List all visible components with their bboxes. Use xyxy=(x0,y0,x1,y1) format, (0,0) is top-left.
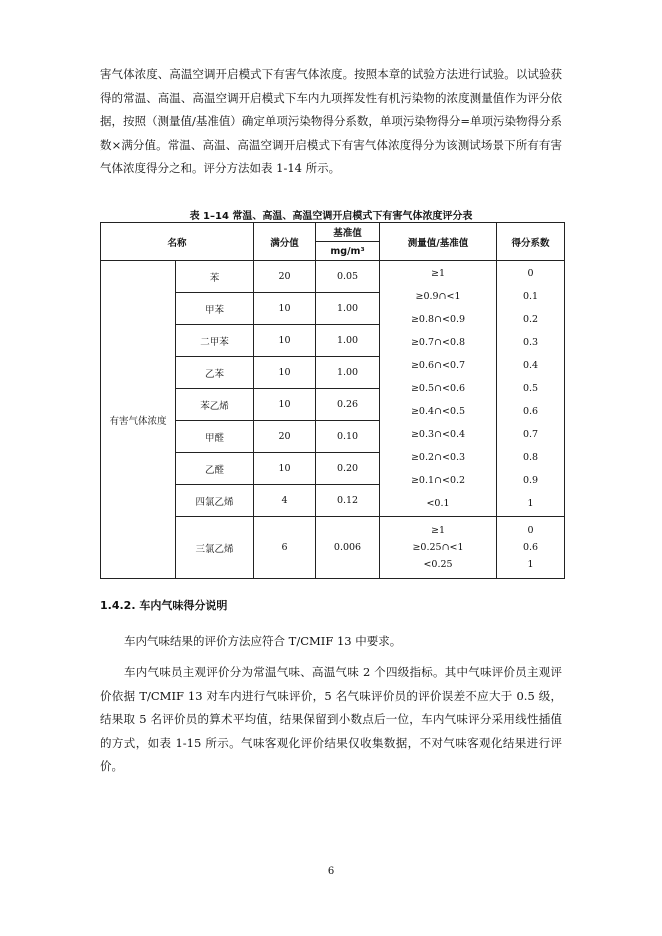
full-score: 10 xyxy=(254,293,316,325)
coefficient-item: 0.5 xyxy=(522,383,539,394)
coefficient-item: 0.2 xyxy=(522,314,539,325)
coefficient-item: 1 xyxy=(527,559,534,570)
ratio-item: ≥0.2∩<0.3 xyxy=(410,452,466,463)
coefficient-list-tce xyxy=(497,517,565,579)
ratio-item: ≥0.4∩<0.5 xyxy=(410,406,466,417)
coefficient-item: 0.6 xyxy=(522,542,539,553)
header-baseline: 基准值 xyxy=(316,223,380,242)
coefficient-item: 0.1 xyxy=(522,291,539,302)
baseline-value: 0.10 xyxy=(316,421,380,453)
baseline-value: 0.006 xyxy=(316,517,380,579)
coefficient-item: 0.6 xyxy=(522,406,539,417)
full-score: 10 xyxy=(254,325,316,357)
header-coefficient: 得分系数 xyxy=(497,223,565,261)
ratio-item: ≥0.3∩<0.4 xyxy=(410,429,466,440)
coefficient-item: 0.7 xyxy=(522,429,539,440)
ratio-item: ≥0.7∩<0.8 xyxy=(410,337,466,348)
header-baseline-unit: mg/m³ xyxy=(316,242,380,261)
odor-method-paragraph: 车内气味员主观评价分为常温气味、高温气味 2 个四级指标。其中气味评价员主观评价依据 T/CMIF 13 对车内进行气味评价，5 名气味评价员的评价误差不应大于 0.5 级，结果取 5 名评价员的算术平均值，结果保留到小数点后一位，车内气味评分采用线性插值的方式，如表 1-15 所示。气味客观化评价结果仅收集数据，不对气味客观化结果进行评价。 xyxy=(100,665,562,773)
full-score: 20 xyxy=(254,421,316,453)
odor-reference-paragraph: 车内气味结果的评价方法应符合 T/CMIF 13 中要求。 xyxy=(124,634,402,648)
full-score: 10 xyxy=(254,357,316,389)
pollutant-name: 三氯乙烯 xyxy=(176,517,254,579)
pollutant-name: 苯 xyxy=(176,261,254,293)
ratio-item: ≥0.8∩<0.9 xyxy=(410,314,466,325)
section-heading: 1.4.2. 车内气味得分说明 xyxy=(100,599,228,612)
ratio-item: ≥1 xyxy=(431,268,446,279)
ratio-item: ≥0.9∩<1 xyxy=(415,291,461,302)
baseline-value: 1.00 xyxy=(316,357,380,389)
ratio-list-tce xyxy=(380,517,497,579)
coefficient-item: 0 xyxy=(527,268,534,279)
intro-paragraph: 害气体浓度、高温空调开启模式下有害气体浓度。按照本章的试验方法进行试验。以试验获得的常温、高温、高温空调开启模式下车内九项挥发性有机污染物的浓度测量值作为评分依据，按照（测量值/基准值）确定单项污染物得分系数，单项污染物得分=单项污染物得分系数×满分值。常温、高温、高温空调开启模式下有害气体浓度得分为该测试场景下所有有害气体浓度得分之和。评分方法如表 1-14 所示。 xyxy=(100,67,563,175)
coefficient-item: 0.8 xyxy=(522,452,539,463)
category-cell: 有害气体浓度 xyxy=(101,261,176,579)
table-row xyxy=(101,261,565,293)
full-score: 10 xyxy=(254,389,316,421)
ratio-item: <0.25 xyxy=(423,559,453,570)
pollutant-name: 甲苯 xyxy=(176,293,254,325)
full-score: 4 xyxy=(254,485,316,517)
full-score: 10 xyxy=(254,453,316,485)
pollutant-name: 苯乙烯 xyxy=(176,389,254,421)
pollutant-name: 二甲苯 xyxy=(176,325,254,357)
ratio-item: ≥0.5∩<0.6 xyxy=(410,383,466,394)
page-number: 6 xyxy=(327,866,335,877)
full-score: 6 xyxy=(254,517,316,579)
header-name: 名称 xyxy=(101,223,254,261)
header-ratio: 测量值/基准值 xyxy=(380,223,497,261)
coefficient-item: 0.3 xyxy=(522,337,539,348)
baseline-value: 0.05 xyxy=(316,261,380,293)
pollutant-name: 乙苯 xyxy=(176,357,254,389)
table-caption: 表 1–14 常温、高温、高温空调开启模式下有害气体浓度评分表 xyxy=(189,211,473,222)
baseline-value: 0.26 xyxy=(316,389,380,421)
baseline-value: 0.12 xyxy=(316,485,380,517)
ratio-list xyxy=(380,261,497,517)
pollutant-name: 甲醛 xyxy=(176,421,254,453)
baseline-value: 1.00 xyxy=(316,293,380,325)
coefficient-item: 0.9 xyxy=(522,475,539,486)
score-table xyxy=(100,222,565,579)
pollutant-name: 四氯乙烯 xyxy=(176,485,254,517)
ratio-item: ≥0.25∩<1 xyxy=(412,542,464,553)
coefficient-item: 1 xyxy=(527,498,534,509)
full-score: 20 xyxy=(254,261,316,293)
ratio-item: ≥0.1∩<0.2 xyxy=(410,475,466,486)
header-full-score: 满分值 xyxy=(254,223,316,261)
baseline-value: 0.20 xyxy=(316,453,380,485)
ratio-item: <0.1 xyxy=(426,498,450,509)
ratio-item: ≥0.6∩<0.7 xyxy=(410,360,466,371)
coefficient-item: 0.4 xyxy=(522,360,539,371)
baseline-value: 1.00 xyxy=(316,325,380,357)
coefficient-list xyxy=(497,261,565,517)
ratio-item: ≥1 xyxy=(431,525,446,536)
pollutant-name: 乙醛 xyxy=(176,453,254,485)
coefficient-item: 0 xyxy=(527,525,534,536)
